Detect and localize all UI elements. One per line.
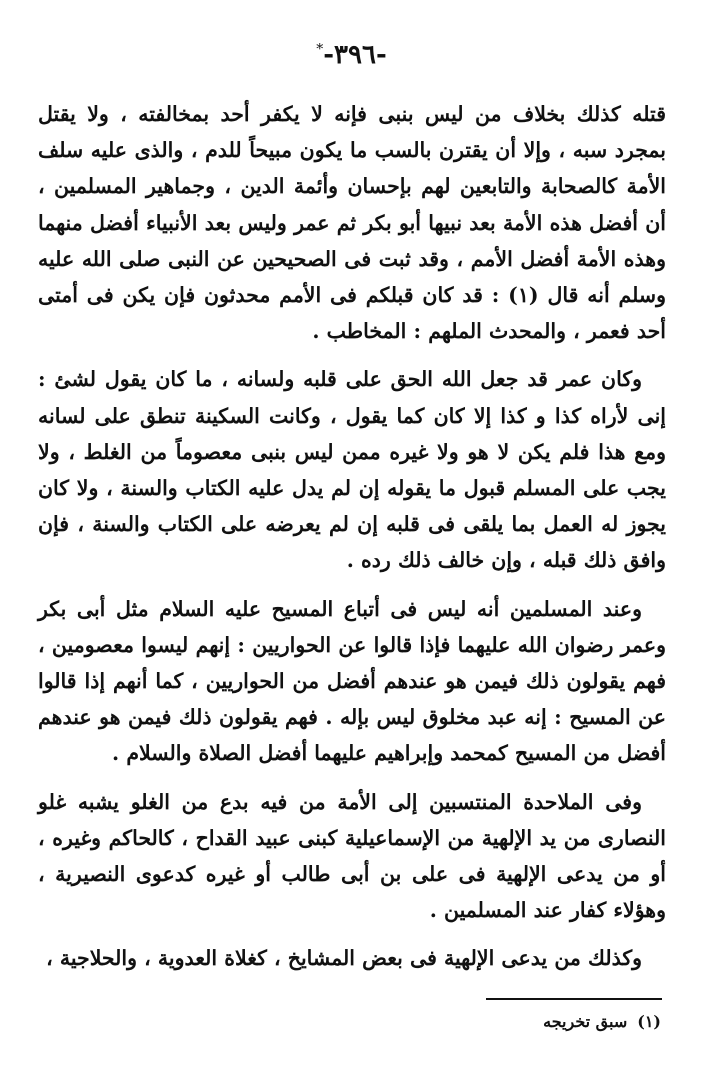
paragraph-4: وفى الملاحدة المنتسبين إلى الأمة من فيه بدع من الغلو يشبه غلو النصارى من يد الإلهية من الإسماعيلية كبنى عبيد القداح ، كالحاكم وغيره ، أو من يدعى الإلهية فى على بن أبى طالب أو غيره كدعوى النصيرية ، وهؤلاء كفار عند المسلمين . (38, 789, 666, 923)
paragraph-5: وكذلك من يدعى الإلهية فى بعض المشايخ ، كغلاة العدوية ، والحلاجية ، (46, 946, 642, 971)
footnote-number: (١) (637, 1012, 661, 1031)
page-number-text: -٣٩٦- (323, 40, 387, 70)
paragraph-1: قتله كذلك بخلاف من ليس بنبى فإنه لا يكفر أحد بمخالفته ، ولا يقتل بمجرد سبه ، وإلا أن يقترن بالسب ما يكون مبيحاً للدم ، والذى عليه سلف الأمة كالصحابة والتابعين لهم بإحسان وأئمة الدين ، وجماهير المسلمين ، أن أفضل هذه الأمة بعد نبيها أبو بكر ثم عمر وليس بعد الأنبياء أفضل منهما وهذه الأمة أفضل الأمم ، وقد ثبت فى الصحيحين عن النبى صلى الله عليه وسلم أنه قال (١) : قد كان قبلكم فى الأمم محدثون فإن يكن فى أمتى أحد فعمر ، والمحدث الملهم : المخاطب . (38, 102, 667, 344)
page-mark: * (316, 41, 324, 58)
footnote-divider (486, 998, 662, 1000)
footnote (543, 1012, 661, 1031)
paragraph-2: وكان عمر قد جعل الله الحق على قلبه ولسانه ، ما كان يقول لشئ : إنى لأراه كذا و كذا إلا كان كما يقول ، وكانت السكينة تنطق على لسانه ومع هذا فلم يكن لا هو ولا غيره ممن ليس بنبى معصوماً من الغلط ، ولا يجب على المسلم قبول ما يقوله إن لم يدل عليه الكتاب والسنة ، ولا كان يجوز له العمل بما يلقى فى قلبه إن لم يعرضه على الكتاب والسنة ، فإن وافق ذلك قبله ، وإن خالف ذلك رده . (38, 367, 666, 573)
paragraph-3: وعند المسلمين أنه ليس فى أتباع المسيح عليه السلام مثل أبى بكر وعمر رضوان الله عليهما فإذا قالوا عن الحواريين : إنهم ليسوا معصومين ، فهم يقولون ذلك فيمن هو عندهم أفضل من الحواريين ، كما أنهم إذا قالوا عن المسيح : إنه عبد مخلوق ليس بإله . فهم يقولون ذلك فيمن هو عندهم أفضل من المسيح كمحمد وإبراهيم عليهما أفضل الصلاة والسلام . (38, 596, 666, 766)
footnote-text: سبق تخريجه (543, 1012, 628, 1031)
page-number (0, 40, 703, 70)
body-text (38, 96, 666, 977)
